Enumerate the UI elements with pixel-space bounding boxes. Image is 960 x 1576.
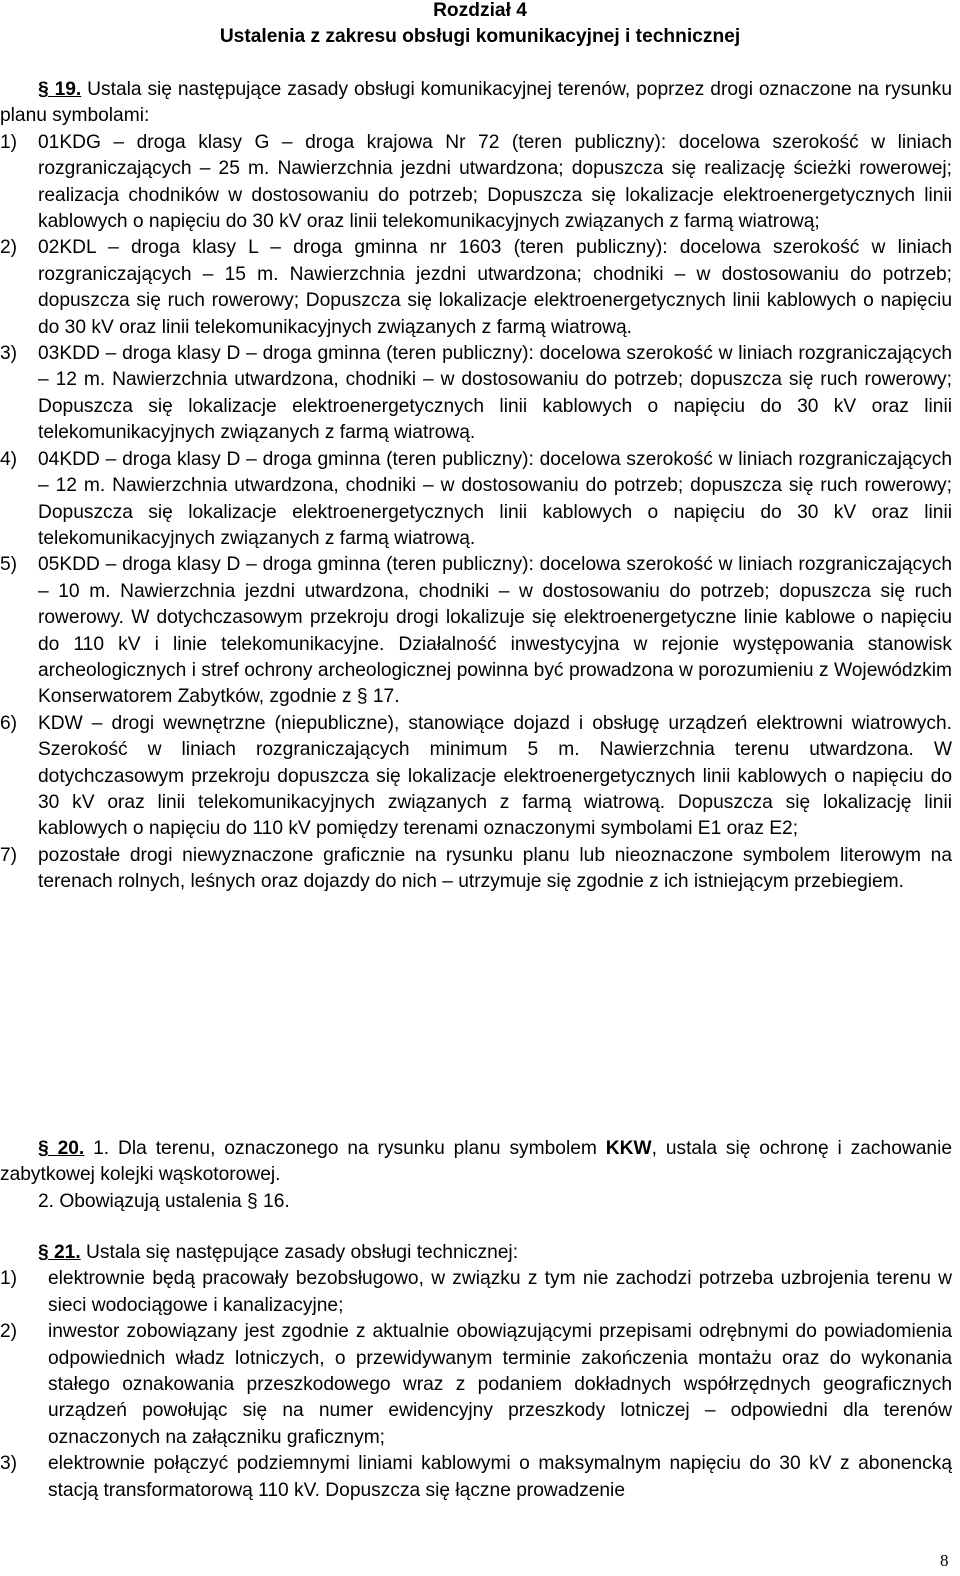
section-number: § 19. <box>38 79 82 100</box>
list-item: 2) inwestor zobowiązany jest zgodnie z aktualnie obowiązującymi przepisami odrębnymi do powiadomienia odpowiednich władz lotniczych, o przewidywanym terminie zakończenia montażu oraz do wykonania stałego oznakowania przeszkodowego wraz z podaniem dokładnych współrzędnych geograficznych urządzeń powołując się na numer ewidencyjny przeszkody lotniczej – odpowiedni dla terenów oznaczonych na załączniku graficznym; <box>0 1321 952 1448</box>
section-20-paragraph-2: 2. Obowiązują ustalenia § 16. <box>38 1190 290 1212</box>
chapter-number: Rozdział 4 <box>433 0 527 21</box>
list-item: 3) 03KDD – droga klasy D – droga gminna (teren publiczny): docelowa szerokość w liniach rozgraniczających – 12 m. Nawierzchnia utwardzona, chodniki – w dostosowaniu do potrzeb; dopuszcza się ruch rowerowy; Dopuszcza się lokalizacje elektroenergetycznych linii kablowych o napięciu do 30 kV oraz linii telekomunikacyjnych związanych z farmą wiatrową. <box>0 343 952 444</box>
section-number: § 20. <box>38 1138 85 1159</box>
page-number: 8 <box>940 1551 949 1570</box>
chapter-title: Ustalenia z zakresu obsługi komunikacyjnej i technicznej <box>219 26 741 47</box>
section-20 <box>0 1136 952 1215</box>
section-21-intro: § 21. Ustala się następujące zasady obsługi technicznej: <box>38 1242 519 1263</box>
section-21 <box>0 1240 952 1504</box>
list-item: 1) elektrownie będą pracowały bezobsługowo, w związku z tym nie zachodzi potrzeba uzbrojenia terenu w sieci wodociągowe i kanalizacyjne; <box>0 1268 952 1316</box>
section-20-paragraph-1: § 20. 1. Dla terenu, oznaczonego na rysunku planu symbolem KKW, ustala się ochronę i zachowanie zabytkowej kolejki wąskotorowej. <box>0 1138 952 1186</box>
list-item: 5) 05KDD – droga klasy D – droga gminna (teren publiczny): docelowa szerokość w liniach rozgraniczających – 10 m. Nawierzchnia jezdni utwardzona, chodniki – w dostosowaniu do potrzeb; dopuszcza się ruch rowerowy. W dotychczasowym przekroju drogi lokalizuje się elektroenergetyczne linie kablowe o napięciu do 110 kV i linie telekomunikacyjne. Działalność inwestycyjna w rejonie występowania stanowisk archeologicznych i stref ochrony archeologicznej powinna być prowadzona w porozumieniu z Wojewódzkim Konserwatorem Zabytków, zgodnie z § 17. <box>0 554 952 708</box>
list-item: 3) elektrownie połączyć podziemnymi liniami kablowymi o maksymalnym napięciu do 30 kV z abonencką stacją transformatorową 110 kV. Dopuszcza się łączne prowadzenie <box>0 1453 952 1501</box>
list-item: 1) 01KDG – droga klasy G – droga krajowa Nr 72 (teren publiczny): docelowa szerokość w liniach rozgraniczających – 25 m. Nawierzchnia jezdni utwardzona; dopuszcza się realizację ścieżki rowerowej; realizacja chodników w dostosowaniu do potrzeb; Dopuszcza się lokalizacje elektroenergetycznych linii kablowych o napięciu do 30 kV oraz linii telekomunikacyjnych związanych z farmą wiatrową; <box>0 131 952 233</box>
section-19 <box>0 77 952 896</box>
section-19-intro: § 19. Ustala się następujące zasady obsługi komunikacyjnej terenów, poprzez drogi oznaczone na rysunku planu symbolami: <box>0 79 952 127</box>
list-item: 6) KDW – drogi wewnętrzne (niepubliczne), stanowiące dojazd i obsługę urządzeń elektrowni wiatrowych. Szerokość w liniach rozgraniczających minimum 5 m. Nawierzchnia terenu utwardzona. W dotychczasowym przekroju dopuszcza się lokalizacje elektroenergetycznych linii kablowych o napięciu do 30 kV oraz linii telekomunikacyjnych związanych z farmą wiatrową. Dopuszcza się lokalizację linii kablowych o napięciu do 110 kV pomiędzy terenami oznaczonymi symbolami E1 oraz E2; <box>0 712 952 840</box>
list-item: 4) 04KDD – droga klasy D – droga gminna (teren publiczny): docelowa szerokość w liniach rozgraniczających – 12 m. Nawierzchnia utwardzona, chodniki – w dostosowaniu do potrzeb; dopuszcza się ruch rowerowy; Dopuszcza się lokalizacje elektroenergetycznych linii kablowych o napięciu do 30 kV oraz linii telekomunikacyjnych związanych z farmą wiatrową. <box>0 448 952 549</box>
list-item: 7) pozostałe drogi niewyznaczone graficznie na rysunku planu lub nieoznaczone symbolem literowym na terenach rolnych, leśnych oraz dojazdy do nich – utrzymuje się zgodnie z ich istniejącym przebiegiem. <box>0 844 952 893</box>
section-number: § 21. <box>38 1242 81 1263</box>
list-item: 2) 02KDL – droga klasy L – droga gminna nr 1603 (teren publiczny): docelowa szerokość w liniach rozgraniczających – 15 m. Nawierzchnia jezdni utwardzona; chodniki – w dostosowaniu do potrzeb; dopuszcza się ruch rowerowy; Dopuszcza się lokalizacje elektroenergetycznych linii kablowych o napięciu do 30 kV oraz linii telekomunikacyjnych związanych z farmą wiatrową. <box>0 237 952 338</box>
